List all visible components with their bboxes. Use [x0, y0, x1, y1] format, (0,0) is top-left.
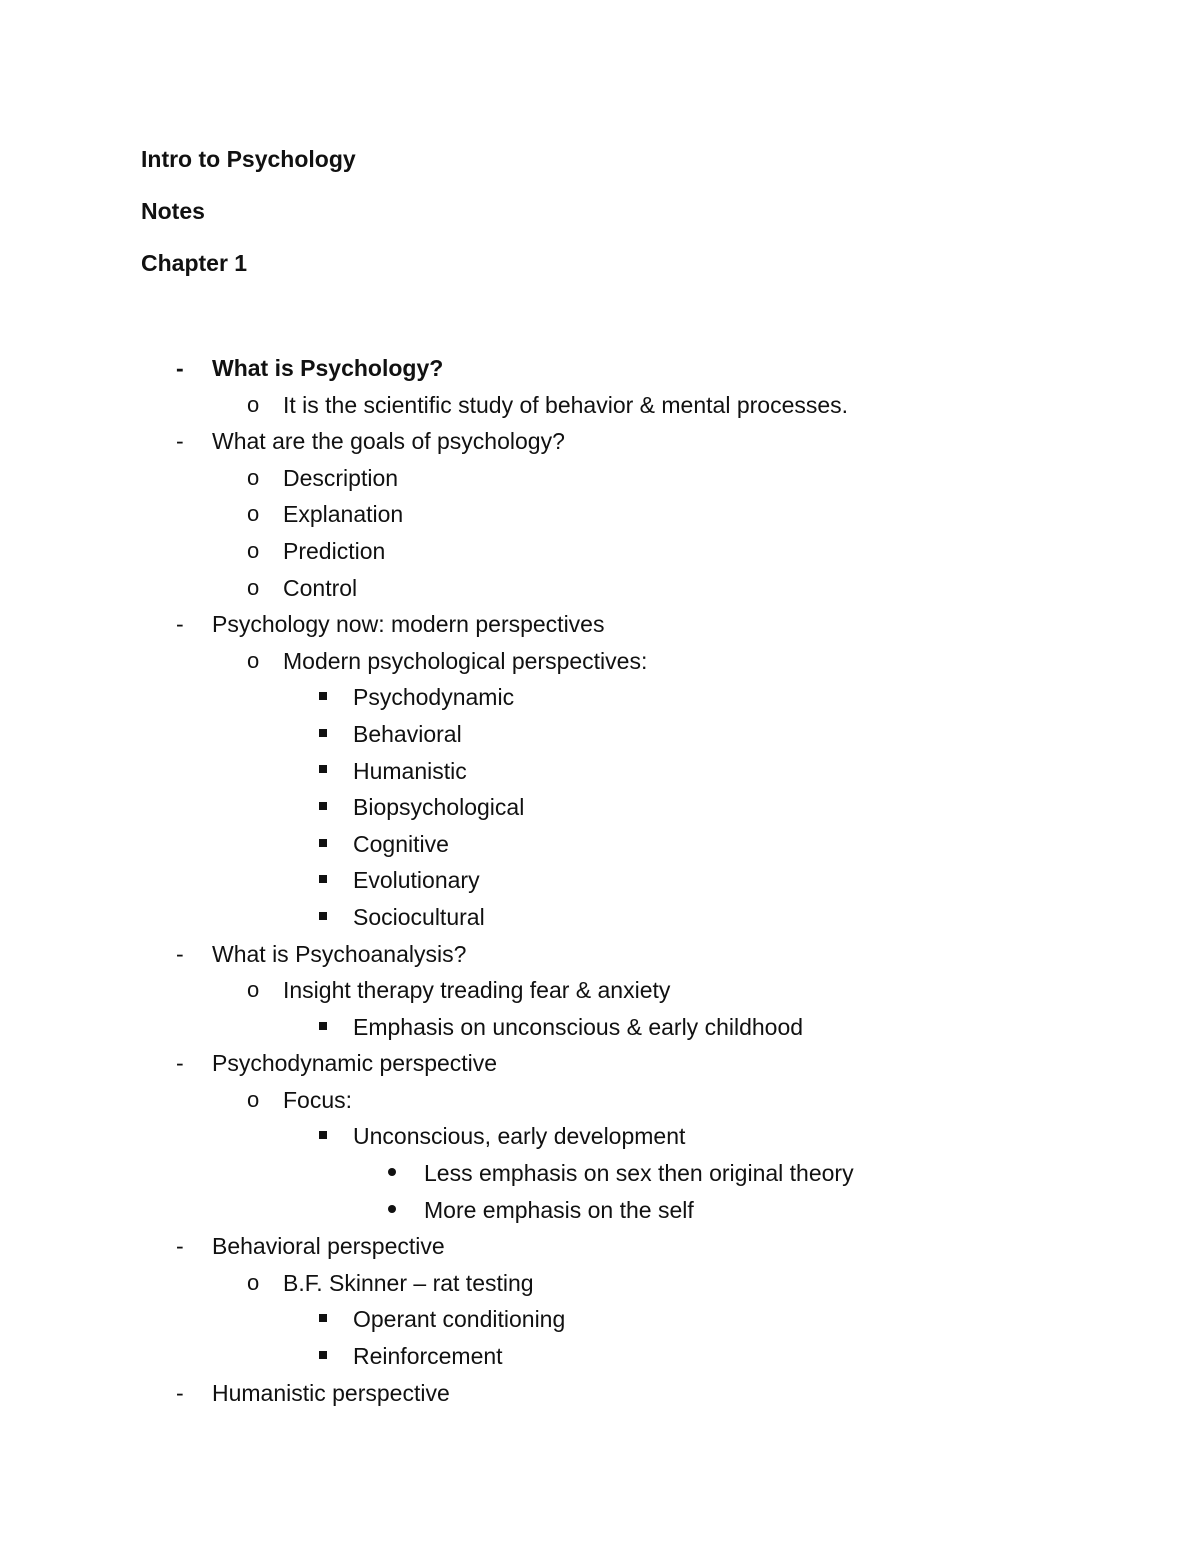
- outline-item-text: Cognitive: [353, 830, 449, 857]
- outline-item: [0, 1082, 1200, 1119]
- outline-item: [0, 643, 1200, 680]
- outline-item: [0, 570, 1200, 607]
- outline-item-text: It is the scientific study of behavior & mental processes.: [283, 391, 849, 418]
- dash-bullet: -: [176, 428, 184, 455]
- dash-bullet: -: [176, 355, 184, 381]
- outline-item: [0, 1009, 1200, 1046]
- outline-item-text: Insight therapy treading fear & anxiety: [283, 977, 671, 1004]
- circle-bullet: o: [247, 977, 260, 1003]
- square-bullet-icon: [319, 1338, 349, 1374]
- circle-bullet: o: [247, 391, 260, 417]
- outline-item: [0, 679, 1200, 716]
- notes-outline: [0, 350, 1200, 1411]
- square-bullet-icon: [319, 789, 349, 825]
- outline-item-text: Behavioral perspective: [212, 1233, 445, 1260]
- outline-item-text: What is Psychology?: [212, 355, 444, 381]
- outline-item: [0, 789, 1200, 826]
- outline-item-text: Sociocultural: [353, 903, 485, 930]
- outline-item: [0, 496, 1200, 533]
- square-bullet-icon: [319, 1118, 349, 1154]
- outline-item-text: What are the goals of psychology?: [212, 428, 565, 455]
- document-subtitle: Notes: [141, 198, 205, 224]
- outline-item-text: B.F. Skinner – rat testing: [283, 1269, 534, 1296]
- outline-item-text: Description: [283, 464, 399, 491]
- circle-bullet: o: [247, 537, 260, 563]
- square-bullet-icon: [319, 1009, 349, 1045]
- outline-item: [0, 387, 1200, 424]
- outline-item-text: Psychology now: modern perspectives: [212, 611, 605, 638]
- outline-item: [0, 350, 1200, 387]
- dash-bullet: -: [176, 940, 184, 967]
- outline-item-text: Humanistic perspective: [212, 1379, 450, 1406]
- square-bullet-icon: [319, 1301, 349, 1337]
- circle-bullet: o: [247, 647, 260, 673]
- outline-item-text: Evolutionary: [353, 867, 480, 894]
- outline-item: [0, 1301, 1200, 1338]
- outline-item: [0, 972, 1200, 1009]
- outline-item: [0, 533, 1200, 570]
- outline-item-text: More emphasis on the self: [424, 1196, 694, 1223]
- round-bullet-icon: [388, 1155, 418, 1191]
- outline-item: [0, 423, 1200, 460]
- circle-bullet: o: [247, 464, 260, 490]
- dash-bullet: -: [176, 1233, 184, 1260]
- document-title: Intro to Psychology: [141, 146, 356, 172]
- outline-item-text: Modern psychological perspectives:: [283, 647, 648, 674]
- dash-bullet: -: [176, 1050, 184, 1077]
- square-bullet-icon: [319, 753, 349, 789]
- outline-item: [0, 460, 1200, 497]
- outline-item-text: Prediction: [283, 537, 386, 564]
- outline-item: [0, 826, 1200, 863]
- outline-item-text: Operant conditioning: [353, 1306, 566, 1333]
- dash-bullet: -: [176, 611, 184, 638]
- circle-bullet: o: [247, 1269, 260, 1295]
- outline-item: [0, 1228, 1200, 1265]
- outline-item-text: What is Psychoanalysis?: [212, 940, 467, 967]
- square-bullet-icon: [319, 716, 349, 752]
- outline-item-text: Behavioral: [353, 720, 462, 747]
- outline-item-text: Focus:: [283, 1086, 353, 1113]
- circle-bullet: o: [247, 1086, 260, 1112]
- outline-item: [0, 1375, 1200, 1412]
- dash-bullet: -: [176, 1379, 184, 1406]
- outline-item: [0, 936, 1200, 973]
- circle-bullet: o: [247, 574, 260, 600]
- outline-item: [0, 1192, 1200, 1229]
- outline-item: [0, 1155, 1200, 1192]
- outline-item: [0, 1045, 1200, 1082]
- outline-item-text: Unconscious, early development: [353, 1123, 686, 1150]
- round-bullet-icon: [388, 1192, 418, 1228]
- outline-item: [0, 753, 1200, 790]
- outline-item-text: Reinforcement: [353, 1343, 503, 1370]
- outline-item-text: Control: [283, 574, 358, 601]
- outline-item-text: Less emphasis on sex then original theory: [424, 1160, 854, 1187]
- outline-item: [0, 899, 1200, 936]
- outline-item: [0, 1338, 1200, 1375]
- outline-item-text: Biopsychological: [353, 794, 525, 821]
- square-bullet-icon: [319, 862, 349, 898]
- square-bullet-icon: [319, 899, 349, 935]
- outline-item-text: Explanation: [283, 501, 404, 528]
- outline-item-text: Psychodynamic: [353, 684, 515, 711]
- outline-item-text: Emphasis on unconscious & early childhood: [353, 1013, 804, 1040]
- outline-item: [0, 1265, 1200, 1302]
- outline-item: [0, 862, 1200, 899]
- outline-item: [0, 606, 1200, 643]
- square-bullet-icon: [319, 826, 349, 862]
- outline-item-text: Humanistic: [353, 757, 467, 784]
- square-bullet-icon: [319, 679, 349, 715]
- circle-bullet: o: [247, 501, 260, 527]
- chapter-heading: Chapter 1: [141, 250, 248, 276]
- outline-item: [0, 716, 1200, 753]
- outline-item-text: Psychodynamic perspective: [212, 1050, 498, 1077]
- outline-item: [0, 1118, 1200, 1155]
